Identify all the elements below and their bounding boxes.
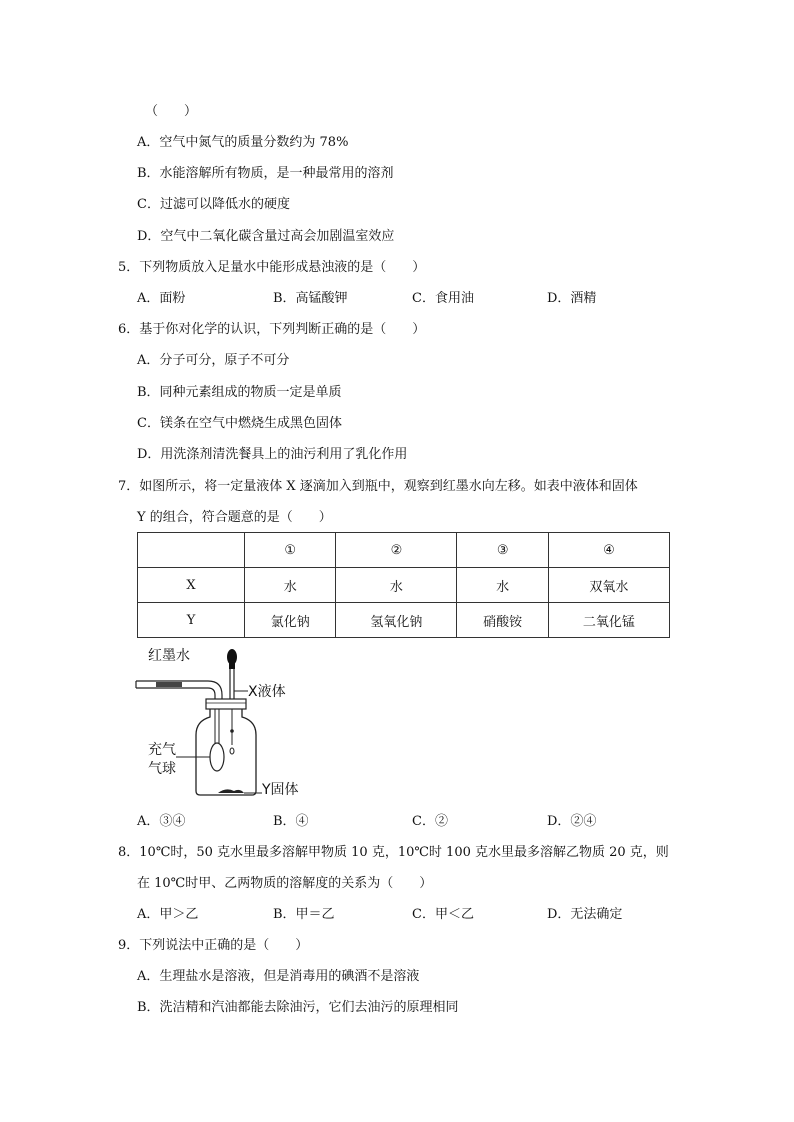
q8-option-a: A．甲＞乙 — [137, 907, 199, 922]
q9-stem: 9．下列说法中正确的是（ ） — [118, 938, 309, 953]
table-cell: 水 — [457, 568, 548, 603]
q4-option-c: C．过滤可以降低水的硬度 — [137, 197, 290, 212]
q7-option-a: A．③④ — [137, 814, 186, 829]
table-header-row — [138, 533, 670, 568]
q4-option-d: D．空气中二氧化碳含量过高会加剧温室效应 — [137, 229, 395, 244]
q7-option-b: B．④ — [273, 814, 309, 829]
table-cell: 水 — [245, 568, 336, 603]
table-cell: ① — [245, 533, 336, 568]
q8-option-b: B．甲＝乙 — [273, 907, 335, 922]
table-row — [138, 603, 670, 638]
table-cell: Y — [138, 603, 245, 638]
q4-option-a: A．空气中氮气的质量分数约为 78% — [137, 135, 349, 150]
q7-option-c: C．② — [412, 814, 448, 829]
q8-stem-line2: 在 10℃时甲、乙两物质的溶解度的关系为（ ） — [137, 876, 433, 891]
q5-stem: 5．下列物质放入足量水中能形成悬浊液的是（ ） — [118, 260, 426, 275]
table-cell: ③ — [457, 533, 548, 568]
table-cell: 水 — [336, 568, 457, 603]
q4-option-b: B．水能溶解所有物质，是一种最常用的溶剂 — [137, 166, 394, 181]
table-cell: 二氧化锰 — [548, 603, 669, 638]
q8-option-c: C．甲＜乙 — [412, 907, 474, 922]
q5-option-d: D．酒精 — [547, 291, 597, 306]
q8-stem-line1: 8．10℃时，50 克水里最多溶解甲物质 10 克，10℃时 100 克水里最多溶解乙物质 20 克，则 — [118, 845, 669, 860]
balloon-label-line2: 气球 — [148, 761, 176, 777]
q4-bracket: （ ） — [145, 104, 198, 119]
x-liquid-label: X液体 — [248, 684, 286, 700]
table-cell: 氯化钠 — [245, 603, 336, 638]
apparatus-figure — [134, 645, 334, 800]
table-cell: 硝酸铵 — [457, 603, 548, 638]
q7-stem-line1: 7．如图所示，将一定量液体 X 逐滴加入到瓶中，观察到红墨水向左移。如表中液体和固体 — [118, 479, 638, 494]
table-row — [138, 568, 670, 603]
red-ink-label: 红墨水 — [148, 648, 190, 664]
q6-option-a: A．分子可分，原子不可分 — [137, 353, 290, 368]
table-cell: X — [138, 568, 245, 603]
table-cell: 双氧水 — [548, 568, 669, 603]
table-cell: 氢氧化钠 — [336, 603, 457, 638]
table-cell: ④ — [548, 533, 669, 568]
q5-option-c: C．食用油 — [412, 291, 474, 306]
q7-stem-line2: Y 的组合，符合题意的是（ ） — [137, 510, 332, 525]
q9-option-b: B．洗洁精和汽油都能去除油污，它们去油污的原理相同 — [137, 1000, 459, 1015]
q8-option-d: D．无法确定 — [547, 907, 623, 922]
q6-option-d: D．用洗涤剂清洗餐具上的油污利用了乳化作用 — [137, 447, 408, 462]
y-solid-label: Y固体 — [262, 782, 299, 798]
table-cell — [138, 533, 245, 568]
q7-option-d: D．②④ — [547, 814, 597, 829]
q5-option-a: A．面粉 — [137, 291, 186, 306]
table-cell: ② — [336, 533, 457, 568]
q7-table — [137, 532, 670, 638]
q5-option-b: B．高锰酸钾 — [273, 291, 348, 306]
balloon-label-line1: 充气 — [148, 742, 176, 758]
q9-option-a: A．生理盐水是溶液，但是消毒用的碘酒不是溶液 — [137, 969, 420, 984]
q6-stem: 6．基于你对化学的认识，下列判断正确的是（ ） — [118, 322, 426, 337]
q6-option-c: C．镁条在空气中燃烧生成黑色固体 — [137, 416, 342, 431]
q6-option-b: B．同种元素组成的物质一定是单质 — [137, 385, 342, 400]
